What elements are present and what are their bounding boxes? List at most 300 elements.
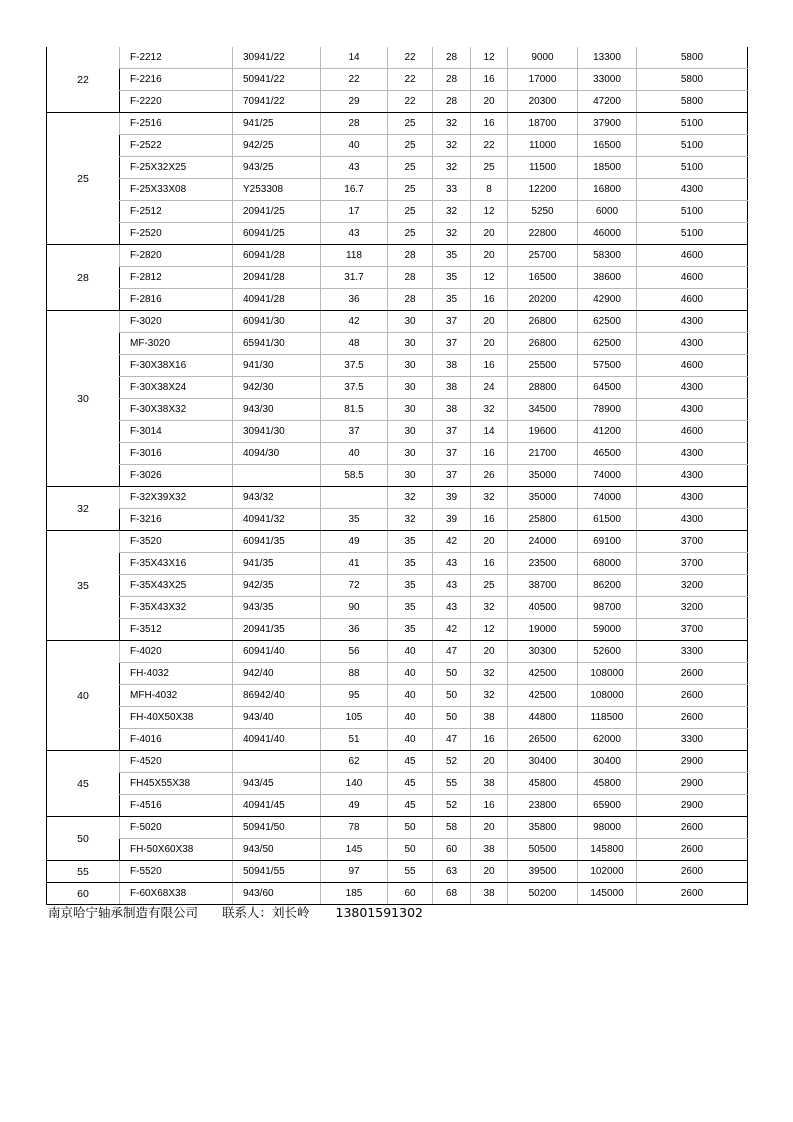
table-row <box>47 751 748 773</box>
cell-weight: 37.5 <box>321 355 388 377</box>
table-row <box>47 157 748 179</box>
cell-width: 32 <box>471 663 508 685</box>
cell-outer-diameter: 38 <box>433 377 471 399</box>
cell-speed-limit: 3300 <box>637 729 748 751</box>
cell-dynamic-load: 24000 <box>508 531 578 553</box>
cell-dynamic-load: 17000 <box>508 69 578 91</box>
table-row <box>47 333 748 355</box>
cell-static-load: 57500 <box>578 355 637 377</box>
cell-weight: 140 <box>321 773 388 795</box>
cell-weight: 105 <box>321 707 388 729</box>
cell-static-load: 59000 <box>578 619 637 641</box>
cell-speed-limit: 4300 <box>637 443 748 465</box>
cell-width: 8 <box>471 179 508 201</box>
cell-static-load: 145800 <box>578 839 637 861</box>
cell-outer-diameter: 32 <box>433 223 471 245</box>
cell-model: FH45X55X38 <box>120 773 233 795</box>
cell-weight: 16.7 <box>321 179 388 201</box>
cell-width: 16 <box>471 113 508 135</box>
cell-weight: 14 <box>321 47 388 69</box>
cell-width: 20 <box>471 641 508 663</box>
cell-weight: 37 <box>321 421 388 443</box>
table-row <box>47 135 748 157</box>
table-row <box>47 883 748 905</box>
table-row <box>47 509 748 531</box>
cell-static-load: 65900 <box>578 795 637 817</box>
cell-speed-limit: 4300 <box>637 333 748 355</box>
cell-model: F-30X38X32 <box>120 399 233 421</box>
cell-width: 25 <box>471 575 508 597</box>
cell-inner-diameter: 35 <box>388 553 433 575</box>
cell-outer-diameter: 58 <box>433 817 471 839</box>
cell-weight: 145 <box>321 839 388 861</box>
cell-speed-limit: 4600 <box>637 267 748 289</box>
cell-inner-diameter: 45 <box>388 751 433 773</box>
cell-outer-diameter: 42 <box>433 531 471 553</box>
cell-model: F-25X33X08 <box>120 179 233 201</box>
cell-static-load: 108000 <box>578 663 637 685</box>
group-bore-diameter: 25 <box>47 113 120 245</box>
cell-code: 943/30 <box>233 399 321 421</box>
cell-inner-diameter: 60 <box>388 883 433 905</box>
cell-dynamic-load: 39500 <box>508 861 578 883</box>
cell-inner-diameter: 32 <box>388 487 433 509</box>
cell-dynamic-load: 35000 <box>508 487 578 509</box>
cell-width: 38 <box>471 839 508 861</box>
cell-inner-diameter: 25 <box>388 135 433 157</box>
cell-outer-diameter: 28 <box>433 91 471 113</box>
cell-outer-diameter: 50 <box>433 685 471 707</box>
cell-static-load: 45800 <box>578 773 637 795</box>
cell-dynamic-load: 50200 <box>508 883 578 905</box>
cell-code: 30941/30 <box>233 421 321 443</box>
cell-width: 16 <box>471 553 508 575</box>
cell-outer-diameter: 32 <box>433 113 471 135</box>
table-row <box>47 465 748 487</box>
cell-weight: 185 <box>321 883 388 905</box>
cell-weight: 48 <box>321 333 388 355</box>
cell-weight: 42 <box>321 311 388 333</box>
table-row <box>47 223 748 245</box>
cell-dynamic-load: 19600 <box>508 421 578 443</box>
cell-width: 32 <box>471 597 508 619</box>
cell-code: 60941/30 <box>233 311 321 333</box>
table-row <box>47 773 748 795</box>
cell-code <box>233 465 321 487</box>
cell-outer-diameter: 50 <box>433 663 471 685</box>
cell-dynamic-load: 25700 <box>508 245 578 267</box>
cell-dynamic-load: 42500 <box>508 663 578 685</box>
table-row <box>47 487 748 509</box>
cell-weight: 40 <box>321 135 388 157</box>
cell-weight: 36 <box>321 619 388 641</box>
cell-inner-diameter: 30 <box>388 333 433 355</box>
cell-dynamic-load: 23800 <box>508 795 578 817</box>
footer-contact-line <box>48 903 423 921</box>
cell-model: F-2512 <box>120 201 233 223</box>
contact-phone: 13801591302 <box>335 905 423 920</box>
group-bore-diameter: 32 <box>47 487 120 531</box>
cell-outer-diameter: 38 <box>433 399 471 421</box>
cell-width: 20 <box>471 861 508 883</box>
cell-inner-diameter: 50 <box>388 817 433 839</box>
cell-model: F-3520 <box>120 531 233 553</box>
cell-static-load: 74000 <box>578 487 637 509</box>
cell-static-load: 33000 <box>578 69 637 91</box>
cell-dynamic-load: 35000 <box>508 465 578 487</box>
cell-weight: 17 <box>321 201 388 223</box>
cell-outer-diameter: 37 <box>433 333 471 355</box>
cell-inner-diameter: 22 <box>388 69 433 91</box>
cell-width: 16 <box>471 355 508 377</box>
table-row <box>47 597 748 619</box>
cell-width: 38 <box>471 773 508 795</box>
cell-code: 942/30 <box>233 377 321 399</box>
cell-speed-limit: 4600 <box>637 289 748 311</box>
cell-code: 4094/30 <box>233 443 321 465</box>
cell-speed-limit: 4300 <box>637 465 748 487</box>
cell-static-load: 13300 <box>578 47 637 69</box>
cell-model: F-35X43X32 <box>120 597 233 619</box>
cell-speed-limit: 3700 <box>637 619 748 641</box>
cell-static-load: 58300 <box>578 245 637 267</box>
cell-speed-limit: 2900 <box>637 751 748 773</box>
cell-code: Y253308 <box>233 179 321 201</box>
cell-speed-limit: 4300 <box>637 509 748 531</box>
cell-code: 40941/40 <box>233 729 321 751</box>
cell-model: F-35X43X16 <box>120 553 233 575</box>
cell-dynamic-load: 45800 <box>508 773 578 795</box>
cell-inner-diameter: 28 <box>388 245 433 267</box>
cell-dynamic-load: 40500 <box>508 597 578 619</box>
cell-width: 20 <box>471 91 508 113</box>
cell-dynamic-load: 26800 <box>508 311 578 333</box>
contact-person: 联系人：刘长岭 <box>222 905 310 920</box>
cell-inner-diameter: 25 <box>388 223 433 245</box>
cell-speed-limit: 5100 <box>637 135 748 157</box>
cell-width: 12 <box>471 619 508 641</box>
table-row <box>47 201 748 223</box>
cell-weight: 35 <box>321 509 388 531</box>
cell-speed-limit: 5100 <box>637 223 748 245</box>
cell-width: 16 <box>471 729 508 751</box>
cell-static-load: 62500 <box>578 311 637 333</box>
table-row <box>47 113 748 135</box>
cell-static-load: 47200 <box>578 91 637 113</box>
cell-outer-diameter: 32 <box>433 157 471 179</box>
cell-speed-limit: 2600 <box>637 707 748 729</box>
cell-width: 32 <box>471 685 508 707</box>
cell-static-load: 30400 <box>578 751 637 773</box>
cell-speed-limit: 4600 <box>637 421 748 443</box>
cell-model: F-4020 <box>120 641 233 663</box>
cell-model: F-3216 <box>120 509 233 531</box>
cell-width: 22 <box>471 135 508 157</box>
cell-weight: 43 <box>321 157 388 179</box>
cell-inner-diameter: 40 <box>388 663 433 685</box>
cell-inner-diameter: 40 <box>388 641 433 663</box>
cell-model: F-3026 <box>120 465 233 487</box>
cell-width: 32 <box>471 487 508 509</box>
cell-width: 16 <box>471 443 508 465</box>
cell-dynamic-load: 9000 <box>508 47 578 69</box>
cell-outer-diameter: 33 <box>433 179 471 201</box>
cell-weight: 37.5 <box>321 377 388 399</box>
cell-dynamic-load: 26500 <box>508 729 578 751</box>
cell-outer-diameter: 43 <box>433 597 471 619</box>
cell-inner-diameter: 55 <box>388 861 433 883</box>
cell-weight: 78 <box>321 817 388 839</box>
cell-outer-diameter: 43 <box>433 575 471 597</box>
cell-dynamic-load: 11500 <box>508 157 578 179</box>
cell-code: 20941/35 <box>233 619 321 641</box>
cell-inner-diameter: 45 <box>388 773 433 795</box>
cell-outer-diameter: 32 <box>433 201 471 223</box>
cell-width: 20 <box>471 531 508 553</box>
cell-code: 942/25 <box>233 135 321 157</box>
cell-weight: 90 <box>321 597 388 619</box>
cell-inner-diameter: 22 <box>388 47 433 69</box>
cell-outer-diameter: 47 <box>433 641 471 663</box>
cell-static-load: 68000 <box>578 553 637 575</box>
cell-dynamic-load: 5250 <box>508 201 578 223</box>
cell-code: 60941/25 <box>233 223 321 245</box>
cell-weight: 40 <box>321 443 388 465</box>
cell-speed-limit: 4600 <box>637 355 748 377</box>
cell-speed-limit: 2600 <box>637 883 748 905</box>
cell-dynamic-load: 25500 <box>508 355 578 377</box>
cell-code: 20941/28 <box>233 267 321 289</box>
cell-dynamic-load: 18700 <box>508 113 578 135</box>
cell-weight: 29 <box>321 91 388 113</box>
cell-speed-limit: 5800 <box>637 69 748 91</box>
cell-code: 942/35 <box>233 575 321 597</box>
cell-inner-diameter: 50 <box>388 839 433 861</box>
cell-code: 50941/22 <box>233 69 321 91</box>
cell-model: F-5020 <box>120 817 233 839</box>
cell-inner-diameter: 30 <box>388 421 433 443</box>
cell-inner-diameter: 22 <box>388 91 433 113</box>
cell-inner-diameter: 35 <box>388 531 433 553</box>
cell-speed-limit: 2600 <box>637 685 748 707</box>
cell-inner-diameter: 28 <box>388 289 433 311</box>
cell-model: MF-3020 <box>120 333 233 355</box>
cell-width: 25 <box>471 157 508 179</box>
cell-width: 12 <box>471 267 508 289</box>
cell-outer-diameter: 38 <box>433 355 471 377</box>
cell-speed-limit: 5100 <box>637 201 748 223</box>
cell-inner-diameter: 35 <box>388 597 433 619</box>
table-row <box>47 421 748 443</box>
cell-weight <box>321 487 388 509</box>
table-row <box>47 707 748 729</box>
cell-model: F-25X32X25 <box>120 157 233 179</box>
cell-inner-diameter: 40 <box>388 729 433 751</box>
cell-inner-diameter: 30 <box>388 311 433 333</box>
cell-weight: 118 <box>321 245 388 267</box>
cell-inner-diameter: 30 <box>388 399 433 421</box>
cell-code: 20941/25 <box>233 201 321 223</box>
cell-dynamic-load: 30300 <box>508 641 578 663</box>
group-bore-diameter: 28 <box>47 245 120 311</box>
cell-inner-diameter: 28 <box>388 267 433 289</box>
cell-model: F-2520 <box>120 223 233 245</box>
cell-weight: 22 <box>321 69 388 91</box>
cell-weight: 31.7 <box>321 267 388 289</box>
cell-code: 943/25 <box>233 157 321 179</box>
table-row <box>47 399 748 421</box>
cell-speed-limit: 3700 <box>637 531 748 553</box>
cell-speed-limit: 4600 <box>637 245 748 267</box>
cell-static-load: 74000 <box>578 465 637 487</box>
bearing-spec-table <box>46 47 748 905</box>
cell-dynamic-load: 22800 <box>508 223 578 245</box>
cell-speed-limit: 4300 <box>637 487 748 509</box>
cell-outer-diameter: 50 <box>433 707 471 729</box>
cell-code: 60941/28 <box>233 245 321 267</box>
cell-weight: 62 <box>321 751 388 773</box>
cell-code: 30941/22 <box>233 47 321 69</box>
cell-weight: 56 <box>321 641 388 663</box>
cell-code: 943/60 <box>233 883 321 905</box>
cell-static-load: 145000 <box>578 883 637 905</box>
cell-outer-diameter: 52 <box>433 795 471 817</box>
cell-model: F-3016 <box>120 443 233 465</box>
cell-model: FH-40X50X38 <box>120 707 233 729</box>
cell-dynamic-load: 16500 <box>508 267 578 289</box>
cell-code: 65941/30 <box>233 333 321 355</box>
cell-outer-diameter: 52 <box>433 751 471 773</box>
cell-speed-limit: 3300 <box>637 641 748 663</box>
cell-outer-diameter: 55 <box>433 773 471 795</box>
cell-width: 16 <box>471 289 508 311</box>
cell-static-load: 64500 <box>578 377 637 399</box>
cell-width: 12 <box>471 201 508 223</box>
table-row <box>47 531 748 553</box>
cell-static-load: 41200 <box>578 421 637 443</box>
cell-code: 50941/50 <box>233 817 321 839</box>
cell-static-load: 98700 <box>578 597 637 619</box>
table-row <box>47 685 748 707</box>
cell-width: 20 <box>471 223 508 245</box>
cell-speed-limit: 2900 <box>637 795 748 817</box>
cell-model: F-2820 <box>120 245 233 267</box>
table-row <box>47 91 748 113</box>
table-row <box>47 377 748 399</box>
table-row <box>47 861 748 883</box>
cell-weight: 81.5 <box>321 399 388 421</box>
cell-weight: 88 <box>321 663 388 685</box>
table-row <box>47 245 748 267</box>
cell-width: 14 <box>471 421 508 443</box>
cell-model: F-30X38X24 <box>120 377 233 399</box>
cell-outer-diameter: 39 <box>433 509 471 531</box>
cell-outer-diameter: 35 <box>433 267 471 289</box>
group-bore-diameter: 30 <box>47 311 120 487</box>
cell-weight: 49 <box>321 795 388 817</box>
cell-dynamic-load: 50500 <box>508 839 578 861</box>
group-bore-diameter: 40 <box>47 641 120 751</box>
table-row <box>47 663 748 685</box>
cell-inner-diameter: 32 <box>388 509 433 531</box>
cell-inner-diameter: 35 <box>388 619 433 641</box>
cell-width: 12 <box>471 47 508 69</box>
cell-static-load: 102000 <box>578 861 637 883</box>
cell-code: 941/25 <box>233 113 321 135</box>
table-row <box>47 311 748 333</box>
cell-static-load: 62500 <box>578 333 637 355</box>
cell-speed-limit: 3700 <box>637 553 748 575</box>
cell-width: 20 <box>471 751 508 773</box>
cell-model: MFH-4032 <box>120 685 233 707</box>
cell-dynamic-load: 30400 <box>508 751 578 773</box>
cell-width: 16 <box>471 509 508 531</box>
cell-outer-diameter: 37 <box>433 465 471 487</box>
cell-model: F-4516 <box>120 795 233 817</box>
cell-static-load: 46000 <box>578 223 637 245</box>
cell-width: 38 <box>471 883 508 905</box>
cell-code: 943/40 <box>233 707 321 729</box>
cell-dynamic-load: 25800 <box>508 509 578 531</box>
table-row <box>47 69 748 91</box>
group-bore-diameter: 60 <box>47 883 120 905</box>
cell-outer-diameter: 39 <box>433 487 471 509</box>
cell-outer-diameter: 37 <box>433 311 471 333</box>
cell-weight: 97 <box>321 861 388 883</box>
cell-speed-limit: 4300 <box>637 311 748 333</box>
cell-inner-diameter: 25 <box>388 179 433 201</box>
cell-static-load: 16500 <box>578 135 637 157</box>
cell-weight: 49 <box>321 531 388 553</box>
cell-model: F-2216 <box>120 69 233 91</box>
cell-dynamic-load: 20200 <box>508 289 578 311</box>
cell-outer-diameter: 63 <box>433 861 471 883</box>
cell-model: F-2816 <box>120 289 233 311</box>
cell-width: 20 <box>471 333 508 355</box>
cell-outer-diameter: 37 <box>433 443 471 465</box>
cell-dynamic-load: 38700 <box>508 575 578 597</box>
cell-static-load: 18500 <box>578 157 637 179</box>
cell-weight: 51 <box>321 729 388 751</box>
cell-code: 70941/22 <box>233 91 321 113</box>
table-row <box>47 267 748 289</box>
cell-weight: 95 <box>321 685 388 707</box>
cell-weight: 72 <box>321 575 388 597</box>
cell-static-load: 6000 <box>578 201 637 223</box>
cell-inner-diameter: 30 <box>388 355 433 377</box>
cell-outer-diameter: 28 <box>433 69 471 91</box>
group-bore-diameter: 55 <box>47 861 120 883</box>
cell-model: F-32X39X32 <box>120 487 233 509</box>
cell-model: F-3020 <box>120 311 233 333</box>
cell-code: 942/40 <box>233 663 321 685</box>
cell-outer-diameter: 28 <box>433 47 471 69</box>
cell-width: 16 <box>471 795 508 817</box>
company-name: 南京哈宁轴承制造有限公司 <box>48 905 199 920</box>
cell-speed-limit: 2600 <box>637 839 748 861</box>
cell-static-load: 46500 <box>578 443 637 465</box>
cell-model: F-2522 <box>120 135 233 157</box>
cell-model: F-2812 <box>120 267 233 289</box>
cell-model: F-4016 <box>120 729 233 751</box>
cell-dynamic-load: 34500 <box>508 399 578 421</box>
cell-static-load: 37900 <box>578 113 637 135</box>
group-bore-diameter: 45 <box>47 751 120 817</box>
table-row <box>47 729 748 751</box>
cell-speed-limit: 4300 <box>637 399 748 421</box>
cell-outer-diameter: 47 <box>433 729 471 751</box>
cell-outer-diameter: 42 <box>433 619 471 641</box>
